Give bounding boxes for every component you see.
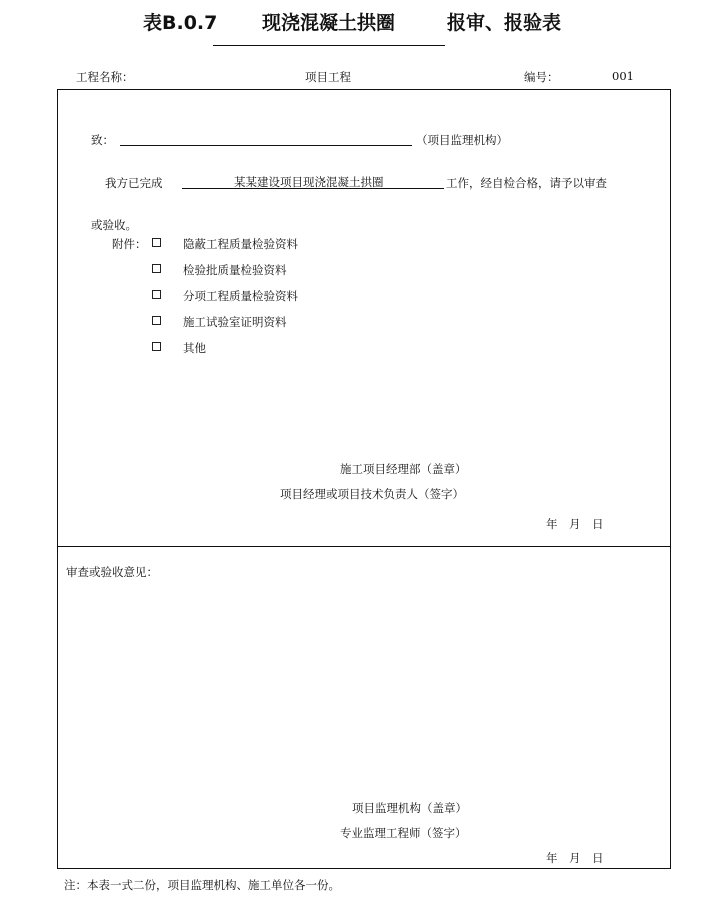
to-recipient-field[interactable] <box>120 145 412 146</box>
number-label: 编号： <box>524 70 559 84</box>
supervisor-signature-label: 专业监理工程师（签字） <box>340 826 467 840</box>
attachment-checkbox-1[interactable] <box>152 238 161 247</box>
attachment-checkbox-3[interactable] <box>152 290 161 299</box>
attachment-label-1: 隐蔽工程质量检验资料 <box>183 237 298 251</box>
form-title-kind: 报审、报验表 <box>447 12 562 34</box>
attachment-label-3: 分项工程质量检验资料 <box>183 289 298 303</box>
section-divider <box>57 546 671 547</box>
review-label: 审查或验收意见： <box>66 565 158 579</box>
form-code: 表B.0.7 <box>143 12 218 34</box>
attachment-label-4: 施工试验室证明资料 <box>183 315 287 329</box>
attachment-checkbox-2[interactable] <box>152 264 161 273</box>
form-title-name: 现浇混凝土拱圈 <box>262 12 396 34</box>
completed-work-value[interactable]: 某某建设项目现浇混凝土拱圈 <box>234 175 384 189</box>
project-name-label: 工程名称： <box>76 70 134 84</box>
supervisor-date[interactable]: 年 月 日 <box>546 851 604 865</box>
contractor-date[interactable]: 年 月 日 <box>546 517 604 531</box>
supervisor-seal-label: 项目监理机构（盖章） <box>352 801 467 815</box>
contractor-seal-label: 施工项目经理部（盖章） <box>340 462 467 476</box>
attachment-label-2: 检验批质量检验资料 <box>183 263 287 277</box>
form-note: 注：本表一式二份，项目监理机构、施工单位各一份。 <box>64 878 340 892</box>
to-prefix: 致： <box>91 133 114 147</box>
completed-tail: 或验收。 <box>91 218 137 232</box>
to-suffix: （项目监理机构） <box>416 133 508 147</box>
attachment-checkbox-4[interactable] <box>152 316 161 325</box>
attachments-label: 附件： <box>112 237 147 251</box>
project-name-value[interactable]: 项目工程 <box>305 70 351 84</box>
form-frame <box>57 89 671 869</box>
completed-prefix: 我方已完成 <box>105 176 163 190</box>
title-underline <box>213 45 445 46</box>
attachment-label-5: 其他 <box>183 341 206 355</box>
contractor-signature-label: 项目经理或项目技术负责人（签字） <box>280 487 464 501</box>
completed-suffix: 工作，经自检合格，请予以审查 <box>446 176 607 190</box>
attachment-checkbox-5[interactable] <box>152 342 161 351</box>
number-value[interactable]: 001 <box>612 69 634 83</box>
completed-work-underline <box>182 188 444 189</box>
